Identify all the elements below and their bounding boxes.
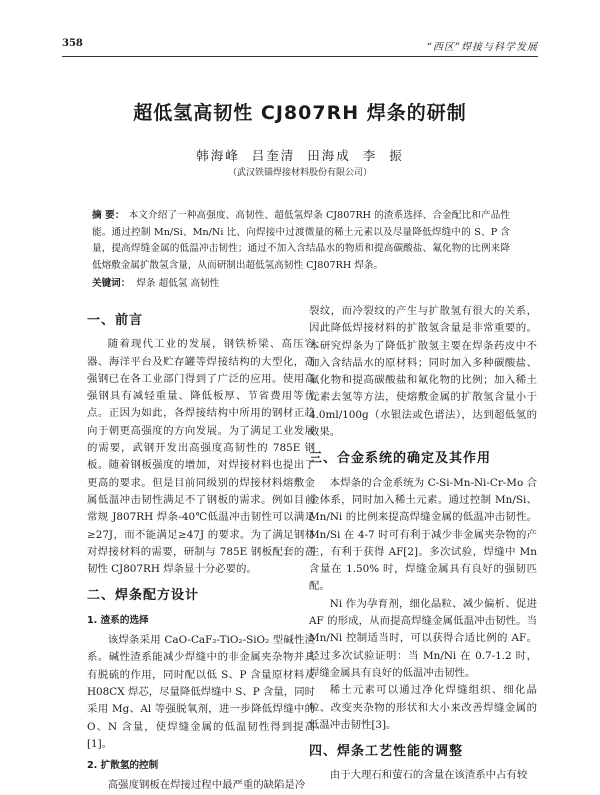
paragraph: 该焊条采用 CaO-CaF₂-TiO₂-SiO₂ 型碱性渣系。碱性渣系能减少焊缝中的非金属夹杂物并具有脱硫的作用，同时配以低 S、P 含量原材料及 H08CX 焊芯，尽量降低焊缝中 S、P 含量，同时采用 Mg、Al 等强脱氧剂，进一步降低焊缝中的 O、N 含量，使焊缝金属的低温韧性得到提高[1]。 [87, 634, 315, 750]
abstract [92, 208, 510, 274]
paragraph: 随着现代工业的发展，钢铁桥梁、高压容器、海洋平台及贮存罐等焊接结构的大型化，高强钢已在各工业部门得到了广泛的应用。使用高强钢具有减轻重量、降低板厚、节省费用等优点。正因为如此，各焊接结构中所用的钢材正趋向于朝更高强度的方向发展。为了满足工业发展的需要，武钢开发出高强度高韧性的 785E 钢板。随着钢板强度的增加，对焊接材料也提出了更高的要求。但是目前同级别的焊接材料熔敷金属低温冲击韧性满足不了钢板的需求。例如目前常规 J807RH 焊条-40℃低温冲击韧性可以满足≥27J，而不能满足≥47J 的要求。为了满足钢材对焊接材料的需要，研制与 785E 钢板配套的高韧性 CJ807RH 焊条显十分必要的。 [87, 338, 315, 576]
authors: 韩海峰 吕奎清 田海成 李 振 [196, 148, 404, 163]
subsection-heading: 2. 扩散氢的控制 [87, 760, 159, 772]
running-header [62, 38, 538, 54]
header-rule [62, 56, 538, 57]
paragraph: 由于大理石和萤石的含量在该渣系中占有较 [329, 769, 528, 782]
paragraph: Ni 作为孕育剂，细化晶粒、减少偏析、促进 AF 的形成，从而提高焊缝金属低温冲击韧性。当 Mn/Ni 控制适当时，可以获得合适比例的 AF。经过多次试验证明：当 Mn/Ni 在 0.7-1.2 时，焊缝金属具有良好的低温冲击韧性。 [309, 597, 537, 679]
abstract-text: 本文介绍了一种高强度、高韧性、超低氢焊条 CJ807RH 的渣系选择、合金配比和产品性能。通过控制 Mn/Si、Mn/Ni 比、向焊接中过渡微量的稀土元素以及尽量降低焊缝中的 S、P 含量，提高焊缝金属的低温冲击韧性；通过不加入含结晶水的物质和提高碳酸盐、氟化物的比例来降低熔敷金属扩散氢含量，从而研制出超低氢高韧性 CJ807RH 焊条。 [92, 210, 511, 271]
section-heading-2: 二、焊条配方设计 [87, 588, 200, 604]
section-heading-3: 三、合金系统的确定及其作用 [309, 451, 492, 467]
keywords-text: 焊条 超低氢 高韧性 [136, 278, 220, 289]
page-number: 358 [62, 38, 83, 49]
section-heading-4: 四、焊条工艺性能的调整 [309, 744, 464, 760]
subsection-heading: 1. 渣系的选择 [87, 614, 149, 626]
journal-title: “西区”焊接与科学发展 [426, 42, 538, 53]
section-heading-1: 一、前言 [87, 313, 144, 328]
paragraph: 稀土元素可以通过净化焊缝组织、细化晶粒、改变夹杂物的形状和大小来改善焊缝金属的低温冲击韧性[3]。 [309, 684, 537, 731]
keywords [92, 275, 510, 289]
abstract-label: 摘 要： [92, 210, 125, 221]
paragraph: 高强度钢板在焊接过程中最严重的缺陷是冷 [107, 779, 306, 792]
paragraph: 本焊条的合金系统为 C-Si-Mn-Ni-Cr-Mo 合金体系，同时加入稀土元素。通过控制 Mn/Si、Mn/Ni 的比例来提高焊缝金属的低温冲击韧性。Mn/Si 在 4-7 时可有利于减少非金属夹杂物的产生，有利于获得 AF[2]。多次试验，焊缝中 Mn 含量在 1.50% 时，焊缝金属具有良好的强韧匹配。 [309, 476, 537, 593]
paper-title: 超低氢高韧性 CJ807RH 焊条的研制 [133, 102, 467, 124]
keywords-label: 关键词： [92, 278, 131, 289]
left-column [87, 303, 315, 795]
affiliation: （武汉铁锚焊接材料股份有限公司） [227, 168, 372, 178]
paragraph: 裂纹，而冷裂纹的产生与扩散氢有很大的关系，因此降低焊接材料的扩散氢含量是非常重要的。本研究焊条为了降低扩散氢主要在焊条药皮中不加入含结晶水的原材料；同时加入多种碳酸盐、氟化物和提高碳酸盐和氟化物的比例；加入稀土元素去氢等方法，使熔敷金属的扩散氢含量小于 4.0ml/100g（水银法或色谱法），达到超低氢的效果。 [309, 305, 537, 439]
right-column [309, 303, 537, 785]
